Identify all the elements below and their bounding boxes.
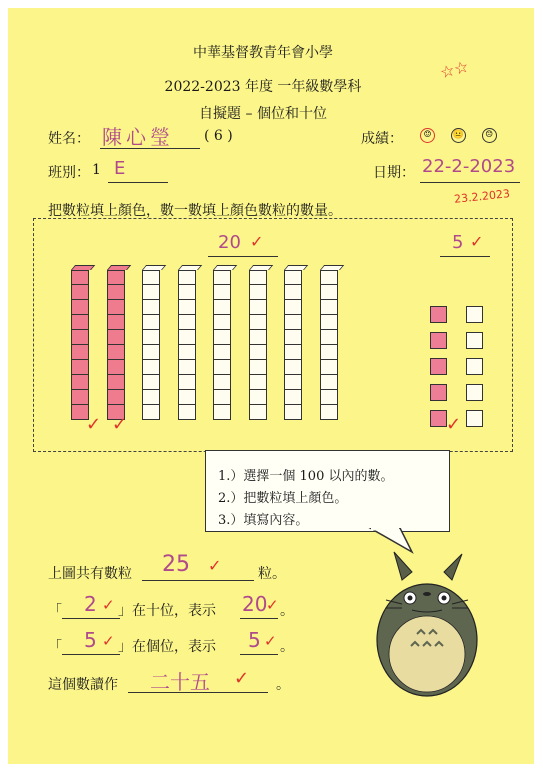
q2-tick-icon: ✓: [102, 596, 115, 614]
ten-rod: [178, 270, 198, 422]
one-cube: [430, 332, 447, 349]
ten-rod-unit: [71, 345, 89, 360]
q4-end: 。: [276, 677, 290, 693]
q3-field: [62, 628, 120, 655]
ten-rod-unit: [249, 270, 267, 285]
ten-rod: [213, 270, 233, 422]
q4-prefix: 這個數讀作: [48, 677, 118, 693]
one-cube: [466, 410, 483, 427]
ten-rod-unit: [320, 300, 338, 315]
ten-rod-unit: [71, 375, 89, 390]
ten-rod-unit: [213, 285, 231, 300]
class-label: 班別：: [48, 165, 90, 181]
q3-value-field: [240, 628, 278, 655]
q4-field: [128, 668, 268, 694]
date-label: 日期：: [373, 165, 415, 181]
ten-rod-unit: [142, 390, 160, 405]
ten-rod-unit: [284, 330, 302, 345]
ten-rod-unit: [178, 315, 196, 330]
date-value: 22-2-2023: [422, 156, 516, 177]
q2-end: 。: [280, 603, 294, 619]
teacher-date: 23.2.2023: [453, 187, 511, 206]
ten-rod-unit: [213, 405, 231, 420]
one-cube: [430, 384, 447, 401]
topic-line: 自擬題 – 個位和十位: [199, 106, 327, 122]
q3-value: 5: [248, 628, 261, 652]
ten-rod-unit: [284, 285, 302, 300]
ten-rod-unit: [213, 300, 231, 315]
instruction-item-3: 3.）填寫內容。: [218, 513, 309, 528]
totoro-illustration: [372, 550, 482, 698]
one-cube: [430, 306, 447, 323]
ones-answer: 5: [452, 232, 464, 253]
ten-rod-unit: [249, 330, 267, 345]
ten-rod-unit: [142, 315, 160, 330]
ten-rod-unit: [178, 330, 196, 345]
grade-label: 成績：: [361, 131, 403, 147]
ten-rod: [71, 270, 91, 422]
ten-rod-unit: [71, 300, 89, 315]
ten-rod-unit: [320, 330, 338, 345]
ten-rod-unit: [320, 360, 338, 375]
ten-rod: [249, 270, 269, 422]
q3-mid: 」在個位，表示: [118, 639, 216, 655]
ten-rod-unit: [249, 285, 267, 300]
ten-rod-unit: [142, 300, 160, 315]
rod-tick-icon-1: ✓: [86, 414, 102, 435]
instruction-box: [205, 450, 450, 532]
ten-rod-unit: [142, 345, 160, 360]
ten-rod-unit: [71, 285, 89, 300]
ten-rod-unit: [284, 300, 302, 315]
q2-open: 「: [48, 603, 62, 619]
ten-rod-unit: [249, 375, 267, 390]
ten-rod-unit: [178, 390, 196, 405]
ten-rod-unit: [320, 270, 338, 285]
ten-rod-unit: [178, 345, 196, 360]
ten-rod-unit: [213, 375, 231, 390]
ten-rod-unit: [107, 390, 125, 405]
ten-rod-unit: [284, 390, 302, 405]
one-cube: [466, 384, 483, 401]
student-number: ( 6 ): [204, 128, 233, 144]
one-cube: [466, 358, 483, 375]
q1-suffix: 粒。: [258, 566, 286, 582]
ones-answer-field: [440, 232, 490, 257]
q4-tick-icon: ✓: [234, 668, 250, 689]
q3-tick-icon: ✓: [102, 632, 115, 650]
q1-answer: 25: [162, 552, 190, 577]
one-cube: [466, 306, 483, 323]
sad-face-icon: ☹: [482, 128, 497, 143]
ten-rod-unit: [178, 270, 196, 285]
class-prefix: 1: [92, 162, 101, 178]
q3-end: 。: [280, 639, 294, 655]
q4-answer: 二十五: [150, 670, 210, 694]
q1-field: [142, 552, 254, 581]
ten-rod-unit: [320, 405, 338, 420]
q2-answer: 2: [84, 592, 97, 616]
ten-rod-unit: [178, 405, 196, 420]
ten-rod: [107, 270, 127, 422]
q2-value: 20: [242, 592, 268, 616]
ten-rod-unit: [178, 360, 196, 375]
ten-rod-unit: [71, 330, 89, 345]
ten-rod-unit: [213, 270, 231, 285]
class-value: E: [114, 158, 126, 179]
q3-answer: 5: [84, 628, 97, 652]
ten-rod-unit: [284, 315, 302, 330]
q2-value-tick-icon: ✓: [266, 596, 279, 614]
ten-rod-unit: [142, 285, 160, 300]
ten-rod: [320, 270, 340, 422]
teacher-stars: ☆☆: [438, 56, 471, 83]
ten-rod-unit: [142, 375, 160, 390]
ten-rod-unit: [107, 345, 125, 360]
q2-mid: 」在十位，表示: [118, 603, 216, 619]
one-cube: [430, 358, 447, 375]
date-field: [420, 156, 520, 183]
ten-rod-unit: [107, 300, 125, 315]
instruction-item-1: 1.）選擇一個 100 以內的數。: [218, 469, 394, 484]
ten-rod: [142, 270, 162, 422]
one-cube: [430, 410, 447, 427]
ten-rod-unit: [249, 390, 267, 405]
ten-rod-unit: [107, 360, 125, 375]
rod-tick-icon-2: ✓: [112, 414, 128, 435]
tens-answer: 20: [218, 232, 241, 253]
name-field: [100, 125, 200, 149]
ten-rod-unit: [249, 360, 267, 375]
ten-rod-unit: [284, 270, 302, 285]
ten-rod: [284, 270, 304, 422]
ten-rod-unit: [249, 300, 267, 315]
q1-tick-icon: ✓: [208, 556, 222, 575]
ten-rod-unit: [107, 285, 125, 300]
ten-rod-unit: [178, 300, 196, 315]
one-cube: [466, 332, 483, 349]
ten-rod-unit: [178, 375, 196, 390]
grade-faces: [420, 126, 497, 143]
cube-tick-icon: ✓: [446, 414, 462, 435]
ten-rod-unit: [320, 375, 338, 390]
ones-tick-icon: ✓: [470, 232, 484, 251]
ten-rod-unit: [284, 360, 302, 375]
q2-value-field: [240, 592, 279, 619]
tens-answer-field: [208, 232, 278, 257]
name-label: 姓名：: [48, 131, 90, 147]
ten-rod-unit: [320, 345, 338, 360]
ten-rod-unit: [213, 315, 231, 330]
ten-rod-unit: [213, 360, 231, 375]
ten-rod-unit: [142, 270, 160, 285]
ten-rod-unit: [71, 360, 89, 375]
ten-rod-unit: [142, 330, 160, 345]
q3-open: 「: [48, 639, 62, 655]
school-name: 中華基督教青年會小學: [193, 45, 333, 61]
ten-rod-unit: [284, 405, 302, 420]
ten-rod-unit: [178, 285, 196, 300]
ten-rod-unit: [142, 360, 160, 375]
ten-rod-unit: [107, 270, 125, 285]
name-value: 陳心瑩: [102, 125, 174, 149]
ten-rod-unit: [107, 375, 125, 390]
ten-rod-unit: [284, 375, 302, 390]
ten-rod-unit: [142, 405, 160, 420]
ten-rod-unit: [213, 390, 231, 405]
year-line: 2022-2023 年度 一年級數學科: [164, 79, 362, 95]
ten-rod-unit: [71, 390, 89, 405]
ten-rod-unit: [249, 405, 267, 420]
class-field: [108, 158, 168, 183]
happy-face-icon: ☺: [420, 128, 435, 143]
tens-tick-icon: ✓: [250, 232, 264, 251]
task-instruction: 把數粒填上顏色，數一數填上顏色數粒的數量。: [48, 203, 342, 219]
ten-rod-unit: [320, 390, 338, 405]
ten-rod-unit: [107, 315, 125, 330]
q3-value-tick-icon: ✓: [264, 632, 277, 650]
ten-rod-unit: [107, 330, 125, 345]
ten-rod-unit: [249, 345, 267, 360]
ten-rod-unit: [249, 315, 267, 330]
ten-rod-unit: [213, 330, 231, 345]
ten-rod-unit: [213, 345, 231, 360]
q2-field: [62, 592, 120, 619]
ten-rod-unit: [71, 270, 89, 285]
neutral-face-icon: 😐: [451, 128, 466, 143]
instruction-item-2: 2.）把數粒填上顏色。: [218, 491, 348, 506]
ten-rod-unit: [284, 345, 302, 360]
ten-rod-unit: [320, 315, 338, 330]
q1-prefix: 上圖共有數粒: [48, 566, 132, 582]
ten-rod-unit: [71, 315, 89, 330]
ten-rod-unit: [320, 285, 338, 300]
